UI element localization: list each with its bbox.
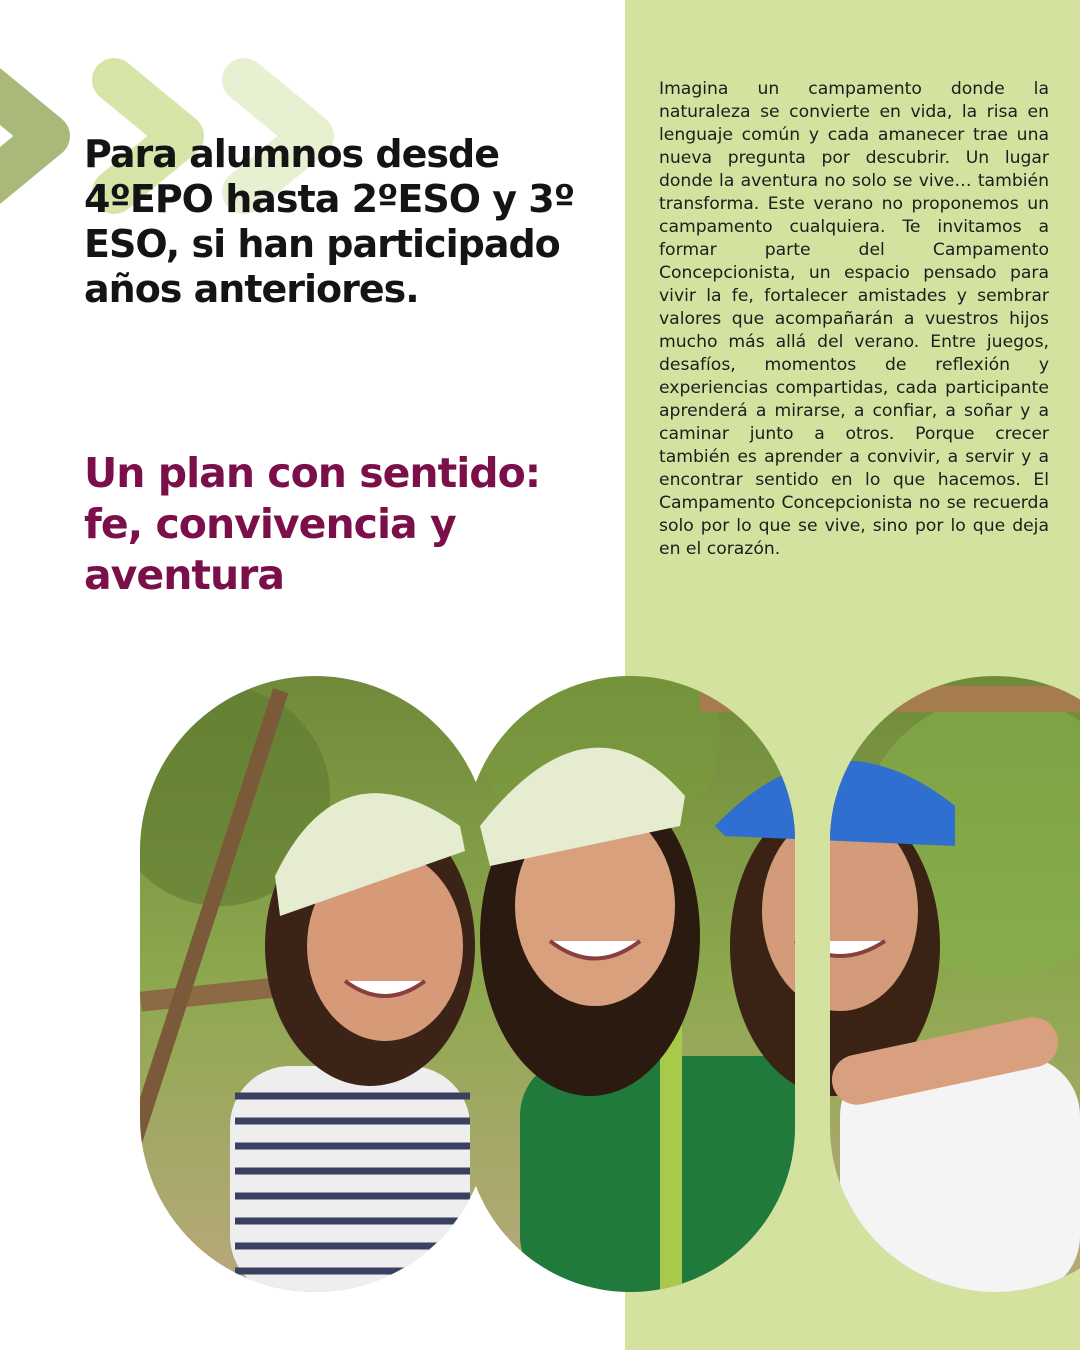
- photo-three-girls-helmets: [140, 676, 1080, 1292]
- subheadline: Un plan con sentido: fe, convivencia y aventura: [84, 449, 541, 599]
- headline: Para alumnos desde 4ºEPO hasta 2ºESO y 3º ESO, si han participado años anteriores.: [84, 132, 575, 311]
- description-paragraph: Imagina un campamento donde la naturaleza se convierte en vida, la risa en lenguaje común y cada amanecer trae una nueva pregunta por descubrir. Un lugar donde la aventura no solo se vive… también transforma. Este verano no proponemos un campamento cualquiera. Te invitamos a formar parte del Campamento Concepcionista, un espacio pensado para vivir la fe, fortalecer amistades y sembrar valores que acompañarán a vuestros hijos mucho más allá del verano. Entre juegos, desafíos, momentos de reflexión y experiencias compartidas, cada participante aprenderá a mirarse, a confiar, a soñar y a caminar junto a otros. Porque crecer también es aprender a convivir, a servir y a encontrar sentido en lo que hacemos. El Campamento Concepcionista no se recuerda solo por lo que se vive, sino por lo que deja en el corazón.: [659, 79, 1049, 559]
- chevron-dark-icon: [0, 80, 48, 192]
